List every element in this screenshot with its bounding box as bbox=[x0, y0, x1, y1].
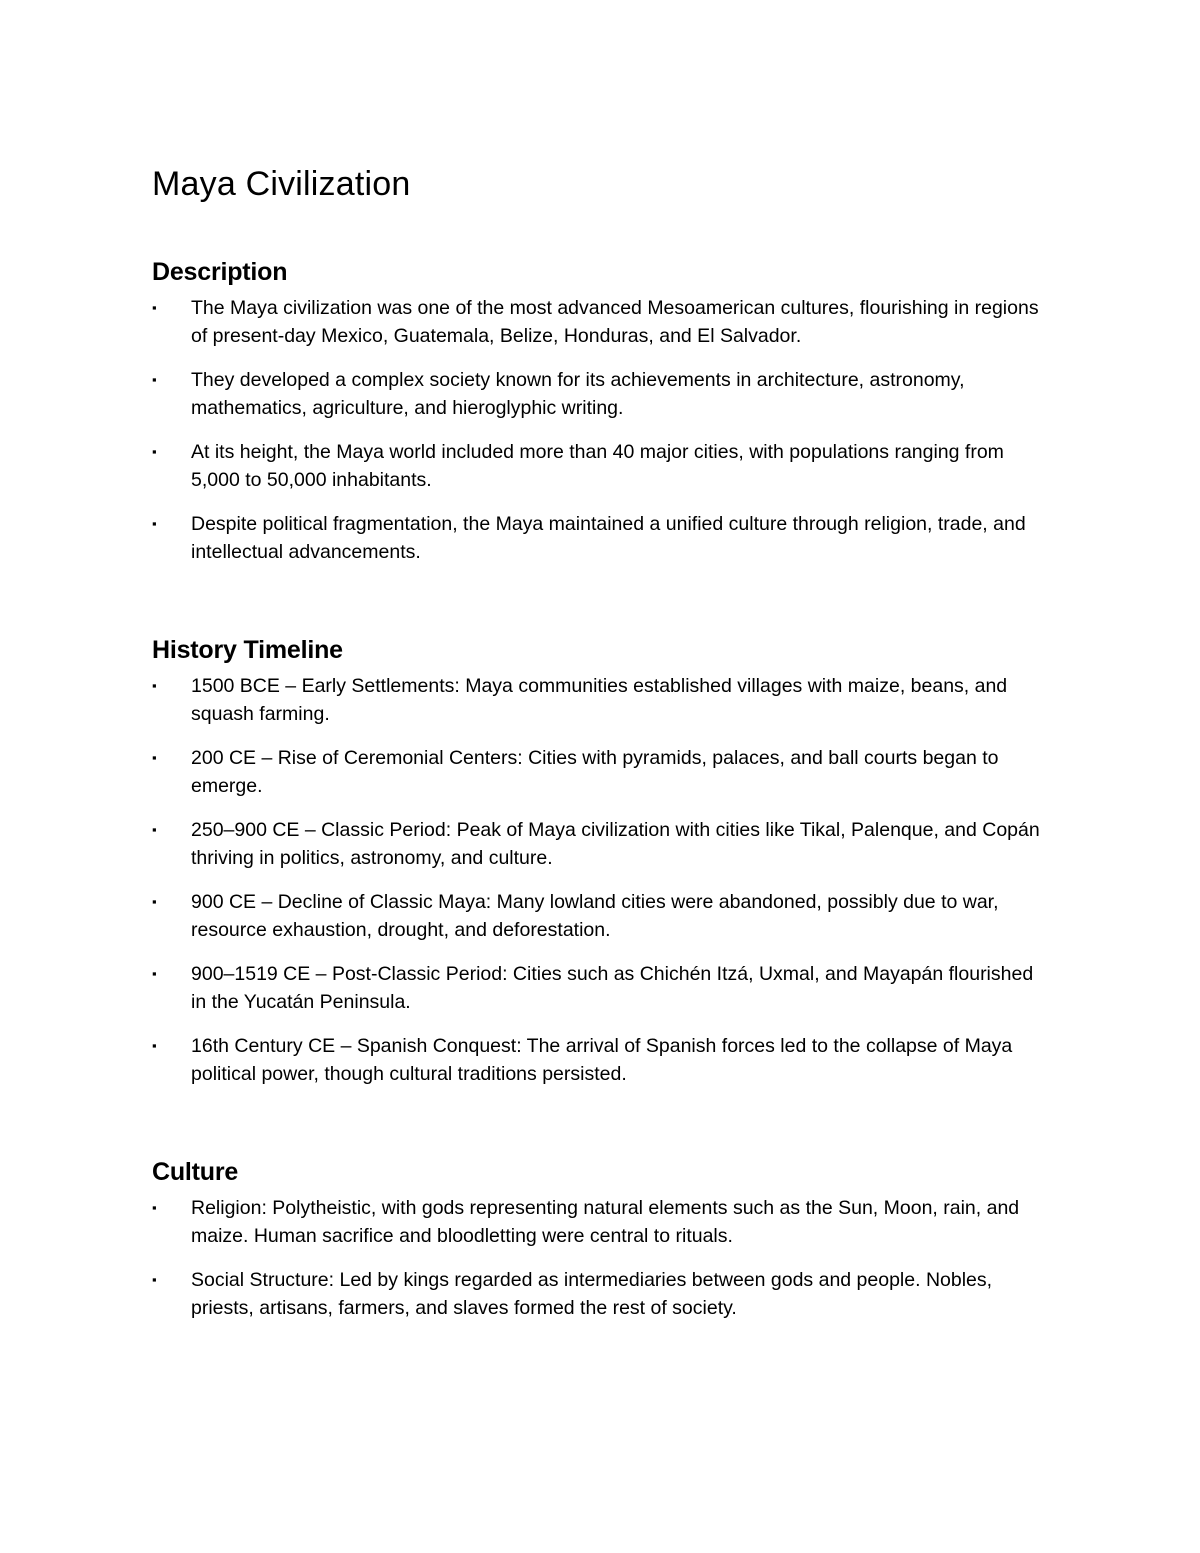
list-item-text: The Maya civilization was one of the most advanced Mesoamerican cultures, flourishing in regions of present-day Mexico, Guatemala, Belize, Honduras, and El Salvador. bbox=[191, 297, 1039, 347]
list-item bbox=[152, 960, 1051, 1016]
document-title: Maya Civilization bbox=[152, 165, 411, 203]
list-item-text: 200 CE – Rise of Ceremonial Centers: Cities with pyramids, palaces, and ball courts began to emerge. bbox=[191, 747, 999, 797]
bullet-icon: ▪ bbox=[152, 1200, 157, 1215]
bullet-icon: ▪ bbox=[152, 894, 157, 909]
section-culture bbox=[152, 1156, 1052, 1322]
list-item-text: Social Structure: Led by kings regarded as intermediaries between gods and people. Nobles, priests, artisans, farmers, and slaves formed the rest of society. bbox=[191, 1269, 993, 1319]
list-item bbox=[152, 1266, 1051, 1322]
document-content bbox=[152, 162, 1052, 1338]
list-item-text: 250–900 CE – Classic Period: Peak of Maya civilization with cities like Tikal, Palenque, and Copán thriving in politics, astronomy, and culture. bbox=[191, 819, 1040, 869]
list-item bbox=[152, 744, 1051, 800]
section-heading-culture: Culture bbox=[152, 1158, 239, 1186]
list-item-text: At its height, the Maya world included more than 40 major cities, with populations ranging from 5,000 to 50,000 inhabitants. bbox=[191, 441, 1004, 491]
list-item bbox=[152, 816, 1051, 872]
list-item-text: Religion: Polytheistic, with gods representing natural elements such as the Sun, Moon, rain, and maize. Human sacrifice and bloodletting were central to rituals. bbox=[191, 1197, 1020, 1247]
list-item-text: They developed a complex society known for its achievements in architecture, astronomy, mathematics, agriculture, and hieroglyphic writing. bbox=[191, 369, 965, 419]
list-item bbox=[152, 510, 1051, 566]
bullet-icon: ▪ bbox=[152, 300, 157, 315]
section-heading-description: Description bbox=[152, 258, 288, 286]
section-history-timeline bbox=[152, 634, 1052, 1088]
bullet-icon: ▪ bbox=[152, 516, 157, 531]
bullet-icon: ▪ bbox=[152, 372, 157, 387]
list-item bbox=[152, 438, 1051, 494]
list-item-text: Despite political fragmentation, the Maya maintained a unified culture through religion, trade, and intellectual advancements. bbox=[191, 513, 1026, 563]
list-item-text: 1500 BCE – Early Settlements: Maya communities established villages with maize, beans, and squash farming. bbox=[191, 675, 1008, 725]
list-item bbox=[152, 1032, 1051, 1088]
section-description bbox=[152, 256, 1052, 566]
bullet-icon: ▪ bbox=[152, 1272, 157, 1287]
list-item-text: 900 CE – Decline of Classic Maya: Many lowland cities were abandoned, possibly due to war, resource exhaustion, drought, and deforestation. bbox=[191, 891, 999, 941]
bullet-icon: ▪ bbox=[152, 1038, 157, 1053]
list-item-text: 16th Century CE – Spanish Conquest: The arrival of Spanish forces led to the collapse of Maya political power, though cultural traditions persisted. bbox=[191, 1035, 1013, 1085]
bullet-icon: ▪ bbox=[152, 966, 157, 981]
bullet-icon: ▪ bbox=[152, 678, 157, 693]
list-item bbox=[152, 672, 1051, 728]
list-item bbox=[152, 1194, 1051, 1250]
list-item bbox=[152, 366, 1051, 422]
bullet-icon: ▪ bbox=[152, 444, 157, 459]
list-item bbox=[152, 294, 1051, 350]
bullet-icon: ▪ bbox=[152, 822, 157, 837]
culture-list bbox=[152, 1194, 1052, 1322]
list-item bbox=[152, 888, 1051, 944]
list-item-text: 900–1519 CE – Post-Classic Period: Cities such as Chichén Itzá, Uxmal, and Mayapán flourished in the Yucatán Peninsula. bbox=[191, 963, 1034, 1013]
description-list bbox=[152, 294, 1052, 566]
section-heading-history: History Timeline bbox=[152, 636, 343, 664]
history-list bbox=[152, 672, 1052, 1088]
bullet-icon: ▪ bbox=[152, 750, 157, 765]
